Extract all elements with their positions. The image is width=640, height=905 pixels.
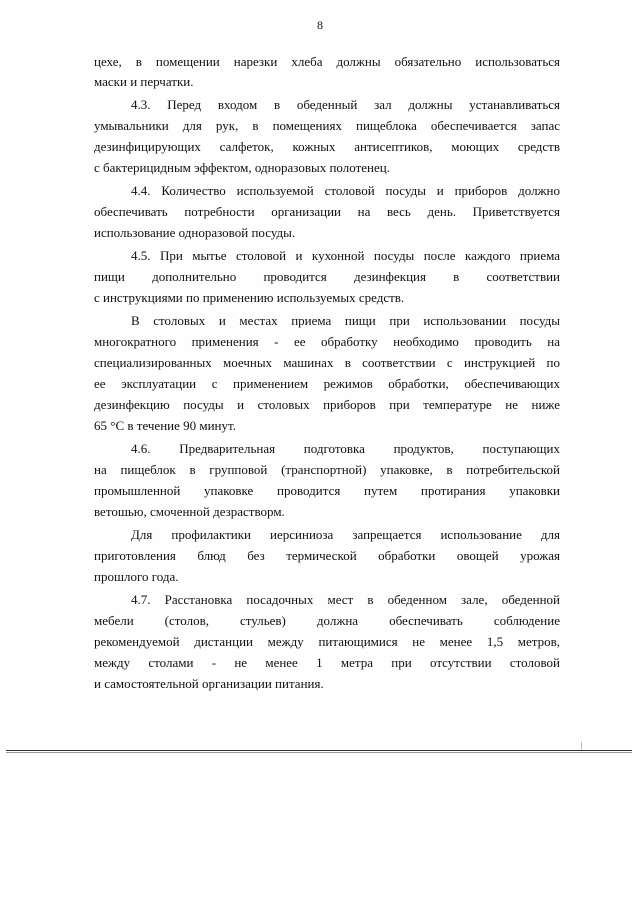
paragraph-dishwashing-start: В столовых и местах приема пищи при использовании посуды	[131, 313, 560, 328]
page-number: 8	[317, 18, 323, 32]
text-line: 65 °С в течение 90 минут.	[94, 418, 236, 433]
paragraph-4-7-start: 4.7. Расстановка посадочных мест в обеденном зале, обеденной	[131, 592, 560, 607]
text-line: ее эксплуатации с применением режимов обработки, обеспечивающих	[94, 376, 560, 391]
text-line: между столами - не менее 1 метра при отсутствии столовой	[94, 655, 560, 670]
text-line: рекомендуемой дистанции между питающимися не менее 1,5 метров,	[94, 634, 560, 649]
text-line: специализированных моечных машинах в соответствии с инструкцией по	[94, 355, 560, 370]
text-line: обеспечивать потребности организации на весь день. Приветствуется	[94, 204, 560, 219]
paragraph-yersiniosis-start: Для профилактики иерсиниоза запрещается использование для	[131, 527, 560, 542]
text-line: маски и перчатки.	[94, 74, 194, 89]
footer-rule	[6, 750, 632, 751]
text-line: дезинфекцию посуды и столовых приборов при температуре не ниже	[94, 397, 560, 412]
text-line: с бактерицидным эффектом, одноразовых полотенец.	[94, 160, 390, 175]
paragraph-4-4-start: 4.4. Количество используемой столовой посуды и приборов должно	[131, 183, 560, 198]
text-line: многократного применения - ее обработку необходимо проводить на	[94, 334, 560, 349]
text-line: использование одноразовой посуды.	[94, 225, 296, 240]
text-line: мебели (столов, стульев) должна обеспечивать соблюдение	[94, 613, 560, 628]
paragraph-4-3-start: 4.3. Перед входом в обеденный зал должны устанавливаться	[131, 97, 560, 112]
text-line: и самостоятельной организации питания.	[94, 676, 324, 691]
text-line: ветошью, смоченной дезрастворм.	[94, 504, 285, 519]
text-line: пищи дополнительно проводится дезинфекция в соответствии	[94, 269, 560, 284]
paragraph-4-6-start: 4.6. Предварительная подготовка продуктов, поступающих	[131, 441, 560, 456]
text-line: с инструкциями по применению используемых средств.	[94, 290, 405, 305]
text-line: на пищеблок в групповой (транспортной) упаковке, в потребительской	[94, 462, 560, 477]
text-line: приготовления блюд без термической обработки овощей урожая	[94, 548, 560, 563]
scan-speck	[581, 742, 582, 750]
footer-rule-shadow	[6, 752, 632, 753]
paragraph-4-5-start: 4.5. При мытье столовой и кухонной посуды после каждого приема	[131, 248, 560, 263]
text-line: промышленной упаковке проводится путем протирания упаковки	[94, 483, 560, 498]
text-line: дезинфицирующих салфеток, кожных антисептиков, моющих средств	[94, 139, 560, 154]
text-line: цехе, в помещении нарезки хлеба должны обязательно использоваться	[94, 54, 560, 69]
text-line: умывальники для рук, в помещениях пищеблока обеспечивается запас	[94, 118, 560, 133]
text-line: прошлого года.	[94, 569, 179, 584]
